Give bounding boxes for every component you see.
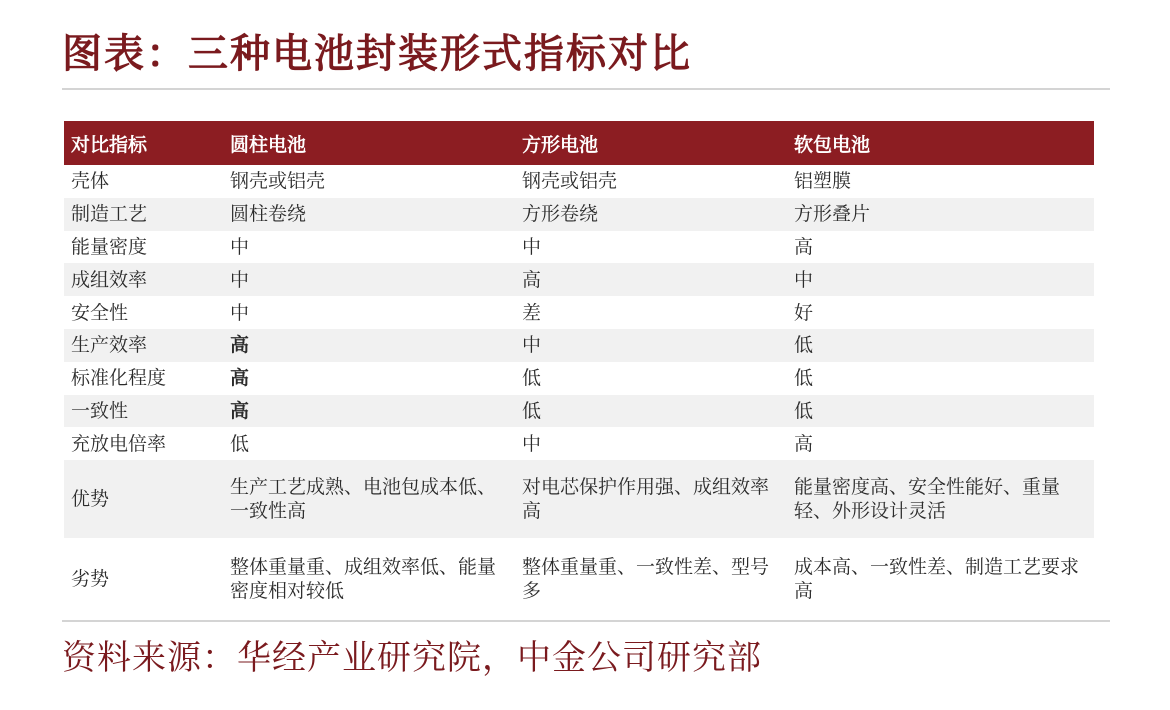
comparison-table-container [64, 121, 1094, 620]
cell-prismatic: 钢壳或铝壳 [515, 165, 787, 198]
cell-cylindrical: 整体重量重、成组效率低、能量密度相对较低 [223, 538, 515, 620]
cell-prismatic: 整体重量重、一致性差、型号多 [515, 538, 787, 620]
cell-pouch: 铝塑膜 [787, 165, 1094, 198]
row-label: 标准化程度 [64, 362, 223, 395]
header-metric: 对比指标 [64, 121, 223, 165]
cell-cylindrical: 低 [223, 427, 515, 460]
cell-prismatic: 差 [515, 296, 787, 329]
cell-cylindrical: 中 [223, 263, 515, 296]
cell-prismatic: 低 [515, 362, 787, 395]
source-note: 资料来源：华经产业研究院，中金公司研究部 [62, 638, 762, 678]
table-row [64, 395, 1094, 428]
row-label: 能量密度 [64, 231, 223, 264]
cell-pouch: 能量密度高、安全性能好、重量轻、外形设计灵活 [787, 460, 1094, 538]
table-header-row [64, 121, 1094, 165]
header-pouch: 软包电池 [787, 121, 1094, 165]
page-title: 图表：三种电池封装形式指标对比 [62, 31, 692, 77]
cell-cylindrical: 高 [223, 362, 515, 395]
cell-pouch: 中 [787, 263, 1094, 296]
header-cylindrical: 圆柱电池 [223, 121, 515, 165]
cell-prismatic: 中 [515, 329, 787, 362]
cell-pouch: 高 [787, 231, 1094, 264]
row-label: 制造工艺 [64, 198, 223, 231]
cell-pouch: 成本高、一致性差、制造工艺要求高 [787, 538, 1094, 620]
row-label: 生产效率 [64, 329, 223, 362]
cell-pouch: 低 [787, 329, 1094, 362]
row-label: 优势 [64, 460, 223, 538]
cell-pouch: 高 [787, 427, 1094, 460]
bottom-divider [62, 620, 1110, 622]
cell-cylindrical: 中 [223, 296, 515, 329]
cell-cylindrical: 高 [223, 329, 515, 362]
row-label: 成组效率 [64, 263, 223, 296]
table-row [64, 198, 1094, 231]
cell-prismatic: 中 [515, 427, 787, 460]
table-row [64, 296, 1094, 329]
table-row [64, 329, 1094, 362]
row-label: 充放电倍率 [64, 427, 223, 460]
cell-cylindrical: 圆柱卷绕 [223, 198, 515, 231]
top-divider [62, 88, 1110, 90]
cell-pouch: 好 [787, 296, 1094, 329]
row-label: 壳体 [64, 165, 223, 198]
cell-prismatic: 方形卷绕 [515, 198, 787, 231]
table-row [64, 263, 1094, 296]
header-prismatic: 方形电池 [515, 121, 787, 165]
table-row [64, 231, 1094, 264]
cell-pouch: 方形叠片 [787, 198, 1094, 231]
cell-cylindrical: 钢壳或铝壳 [223, 165, 515, 198]
table-row [64, 538, 1094, 620]
row-label: 劣势 [64, 538, 223, 620]
table-row [64, 165, 1094, 198]
table-row [64, 427, 1094, 460]
cell-cylindrical: 中 [223, 231, 515, 264]
cell-prismatic: 对电芯保护作用强、成组效率高 [515, 460, 787, 538]
cell-pouch: 低 [787, 395, 1094, 428]
table-row [64, 460, 1094, 538]
comparison-table [64, 121, 1094, 620]
cell-prismatic: 中 [515, 231, 787, 264]
cell-cylindrical: 生产工艺成熟、电池包成本低、一致性高 [223, 460, 515, 538]
row-label: 一致性 [64, 395, 223, 428]
cell-prismatic: 低 [515, 395, 787, 428]
cell-prismatic: 高 [515, 263, 787, 296]
row-label: 安全性 [64, 296, 223, 329]
cell-pouch: 低 [787, 362, 1094, 395]
cell-cylindrical: 高 [223, 395, 515, 428]
table-row [64, 362, 1094, 395]
